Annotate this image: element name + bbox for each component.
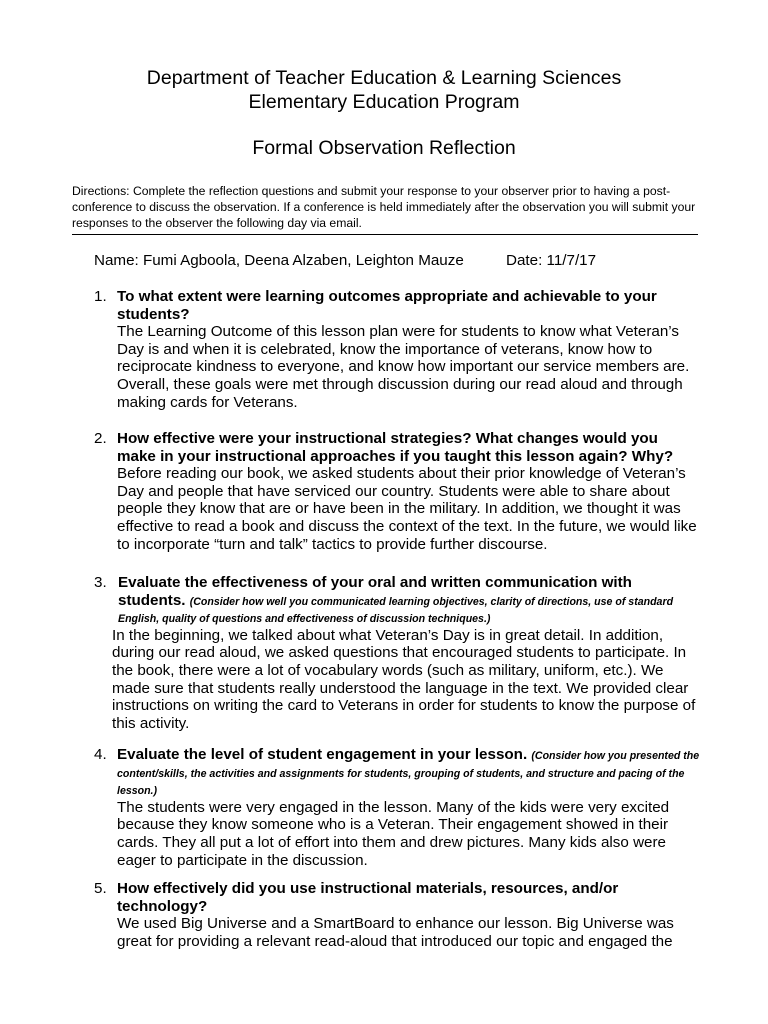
directions-text: Directions: Complete the reflection questions and submit your response to your observer prior to having a post-conference to discuss the observation. If a conference is held immediately after the observation you will submit your responses to the observer the following day via email. (72, 184, 696, 230)
question-number: 4. (94, 746, 107, 763)
question-item-2 (94, 430, 700, 553)
name-date-line (94, 251, 597, 271)
question-text: Evaluate the level of student engagement in your lesson. (117, 746, 528, 763)
divider (72, 234, 698, 235)
program-title: Elementary Education Program (248, 91, 520, 113)
answer-text: The students were very engaged in the lesson. Many of the kids were very excited because they know someone who is a Veteran. Their engagement showed in their cards. They all put a lot of effort into them and drew pictures. Many kids also were eager to participate in the discussion. (117, 798, 670, 869)
answer-text: We used Big Universe and a SmartBoard to enhance our lesson. Big Universe was great for providing a relevant read-aloud that introduced our topic and engaged the (117, 915, 674, 950)
question-item-4 (94, 746, 700, 869)
question-text: To what extent were learning outcomes appropriate and achievable to your students? (117, 288, 657, 323)
question-hint: (Consider how well you communicated learning objectives, clarity of directions, use of standard English, quality of questions and effectiveness of discussion techniques.) (118, 595, 674, 626)
question-text: Evaluate the effectiveness of your oral and written communication with students. (118, 574, 632, 609)
answer-text: The Learning Outcome of this lesson plan were for students to know what Veteran’s Day is and when it is celebrated, know the importance of veterans, know how to reciprocate kindness to everyone, and know how important our service members are. Overall, these goals were met through discussion during our read aloud and through making cards for Veterans. (117, 323, 690, 411)
answer-text: Before reading our book, we asked students about their prior knowledge of Veteran’s Day and people that have serviced our country. Students were able to share about people they know that are or have been in the military. In addition, we thought it was effective to read a book and discuss the context of the text. In the future, we would like to incorporate “turn and talk” tactics to provide further discourse. (117, 465, 697, 553)
question-number: 3. (94, 574, 107, 591)
names-field: Name: Fumi Agboola, Deena Alzaben, Leighton Mauze (94, 252, 464, 269)
question-number: 5. (94, 880, 107, 897)
question-number: 1. (94, 288, 107, 305)
question-text: How effective were your instructional strategies? What changes would you make in your instructional approaches if you taught this lesson again? Why? (117, 430, 674, 465)
question-text: How effectively did you use instructional materials, resources, and/or technology? (117, 880, 619, 915)
question-item-1 (94, 288, 700, 411)
form-title: Formal Observation Reflection (252, 137, 516, 159)
question-item-5 (94, 880, 700, 950)
question-item-3 (94, 574, 700, 732)
question-heading (118, 574, 700, 627)
question-heading (117, 746, 700, 799)
date-field: Date: 11/7/17 (506, 252, 597, 269)
answer-text: In the beginning, we talked about what Veteran’s Day is in great detail. In addition, during our read aloud, we asked questions that encouraged students to participate. In the book, there were a lot of vocabulary words (such as military, uniform, etc.). We made sure that students really understood the language in the text. We provided clear instructions on writing the card to Veterans in order for students to know the purpose of this activity. (112, 626, 696, 732)
document-header (0, 66, 768, 160)
question-number: 2. (94, 430, 107, 447)
question-hint: (Consider how you presented the content/skills, the activities and assignments for students, grouping of students, and structure and pacing of the lesson.) (117, 750, 700, 798)
department-title: Department of Teacher Education & Learning Sciences (146, 67, 622, 89)
